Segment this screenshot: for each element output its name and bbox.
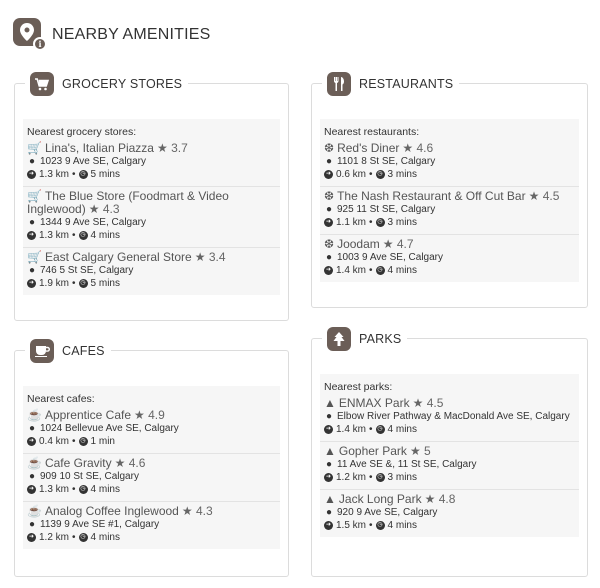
tree-icon: ▲ [324,492,336,506]
arrow-right-icon: ➜ [28,534,35,540]
arrow-right-icon: ➜ [28,171,35,177]
star-icon: ★ [88,202,100,216]
item-rating: 4.6 [128,456,146,470]
fork-knife-icon: ❆ [324,237,335,251]
arrow-right-icon: ➜ [325,474,332,480]
section-title: CAFES [62,344,105,358]
item-distance: 0.4 km [39,436,70,447]
clock-icon: ◷ [377,426,383,432]
item-address: 746 5 St SE, Calgary [40,265,134,276]
item-distance: 1.1 km [336,217,367,228]
item-time: 3 mins [387,217,417,228]
star-icon: ★ [181,504,193,518]
fork-knife-icon [327,72,351,96]
arrow-right-icon: ➜ [28,486,35,492]
clock-icon: ◷ [80,280,86,286]
item-time: 4 mins [387,520,417,531]
location-pin-icon: ● [28,265,36,276]
location-pin-icon: ● [28,471,36,482]
item-name[interactable]: Joodam [337,237,380,251]
restaurants-card [311,77,588,308]
arrow-right-icon: ➜ [325,426,332,432]
item-rating: 4.8 [438,492,456,506]
restaurants-header [322,70,459,98]
item-name[interactable]: ENMAX Park [338,396,410,410]
arrow-right-icon: ➜ [28,232,35,238]
item-distance: 1.2 km [39,532,70,543]
item-address: 1101 8 St SE, Calgary [337,156,436,167]
list-item[interactable]: ❆ The Nash Restaurant & Off Cut Bar ★ 4.5 ● 925 11 St SE, Calgary ➜ 1.1 km • ◷ 3 mins [320,187,579,235]
list-intro: Nearest restaurants: [324,126,420,138]
item-name[interactable]: Lina's, Italian Piazza [44,141,154,155]
star-icon: ★ [424,492,436,506]
item-name[interactable]: Red's Diner [337,141,400,155]
item-address: 11 Ave SE &, 11 St SE, Calgary [337,459,477,470]
shopping-cart-icon: 🛒 [27,250,42,264]
list-intro: Nearest parks: [324,381,393,393]
item-time: 4 mins [90,484,120,495]
clock-icon: ◷ [377,219,383,225]
list-item[interactable]: ▲ ENMAX Park ★ 4.5 ● Elbow River Pathway & MacDonald Ave SE, Calgary ➜ 1.4 km • ◷ 4 mins [320,394,579,442]
list-item[interactable]: ▲ Gopher Park ★ 5 ● 11 Ave SE &, 11 St SE, Calgary ➜ 1.2 km • ◷ 3 mins [320,442,579,490]
location-pin-icon: ● [28,156,36,167]
star-icon: ★ [528,189,540,203]
item-name[interactable]: East Calgary General Store [44,250,192,264]
item-distance: 1.4 km [336,265,367,276]
star-icon: ★ [134,408,145,422]
page-header [13,17,211,53]
location-pin-icon: ● [325,459,333,470]
cafes-list [23,386,280,549]
cafes-header [25,337,111,365]
coffee-cup-icon: ☕ [27,456,42,470]
list-intro: Nearest cafes: [27,393,95,405]
item-time: 1 min [90,436,115,447]
item-rating: 3.4 [208,250,226,264]
item-distance: 1.9 km [39,278,70,289]
coffee-cup-icon [30,339,54,363]
item-address: 1344 9 Ave SE, Calgary [40,217,146,228]
item-name[interactable]: Gopher Park [338,444,407,458]
item-distance: 1.2 km [336,472,367,483]
item-distance: 1.5 km [336,520,367,531]
location-pin-icon: ● [28,519,36,530]
shopping-cart-icon: 🛒 [27,189,42,203]
item-distance: 1.3 km [39,484,70,495]
arrow-right-icon: ➜ [325,219,332,225]
item-address: 1003 9 Ave SE, Calgary [337,252,443,263]
star-icon: ★ [412,396,424,410]
item-time: 3 mins [387,472,417,483]
list-item[interactable]: ▲ Jack Long Park ★ 4.8 ● 920 9 Ave SE, Calgary ➜ 1.5 km • ◷ 4 mins [324,492,456,531]
tree-icon: ▲ [324,396,336,410]
star-icon: ★ [402,141,414,155]
item-rating: 4.9 [148,408,165,422]
item-rating: 4.5 [542,189,560,203]
page-title: NEARBY AMENITIES [52,26,211,43]
item-rating: 5 [424,444,431,458]
item-address: 1023 9 Ave SE, Calgary [40,156,146,167]
item-distance: 0.6 km [336,169,367,180]
star-icon: ★ [382,237,394,251]
coffee-cup-icon: ☕ [27,504,42,518]
item-name[interactable]: Apprentice Cafe [44,408,132,422]
arrow-right-icon: ➜ [325,267,332,273]
section-title: GROCERY STORES [62,77,183,91]
item-time: 4 mins [90,230,120,241]
shopping-cart-icon: 🛒 [27,141,42,155]
star-icon: ★ [409,444,421,458]
location-pin-icon: ● [325,204,333,215]
star-icon: ★ [114,456,126,470]
clock-icon: ◷ [377,474,383,480]
clock-icon: ◷ [80,232,86,238]
item-address: 1024 Bellevue Ave SE, Calgary [40,423,179,434]
item-time: 3 mins [387,169,417,180]
arrow-right-icon: ➜ [28,438,35,444]
parks-list [320,374,579,537]
list-item[interactable]: 🛒 Lina's, Italian Piazza ★ 3.7 ● 1023 9 Ave SE, Calgary ➜ 1.3 km • ◷ 5 mins [23,139,280,187]
item-name[interactable]: Analog Coffee Inglewood [44,504,179,518]
location-pin-icon: ● [28,217,36,228]
location-pin-icon: ● [28,423,36,434]
tree-icon [327,327,351,351]
item-rating: 4.7 [396,237,414,251]
item-distance: 1.3 km [39,230,70,241]
list-item[interactable]: ☕ Apprentice Cafe ★ 4.9 ● 1024 Bellevue Ave SE, Calgary ➜ 0.4 km • ◷ 1 min [23,406,280,454]
item-rating: 3.7 [171,141,188,155]
list-item[interactable]: ☕ Analog Coffee Inglewood ★ 4.3 ● 1139 9 Ave SE #1, Calgary ➜ 1.2 km • ◷ 4 mins [27,504,213,543]
clock-icon: ◷ [80,486,86,492]
list-item[interactable]: ☕ Cafe Gravity ★ 4.6 ● 909 10 St SE, Calgary ➜ 1.3 km • ◷ 4 mins [23,454,280,502]
location-pin-icon: ● [325,411,333,422]
parks-header [322,325,407,353]
star-icon: ★ [194,250,206,264]
item-time: 4 mins [387,424,417,435]
grocery-list [23,119,280,295]
clock-icon: ◷ [80,438,86,444]
cafes-card [14,344,289,577]
arrow-right-icon: ➜ [325,171,332,177]
list-item[interactable]: 🛒 The Blue Store (Foodmart & Video Inglewood) ★ 4.3 ● 1344 9 Ave SE, Calgary ➜ 1.3 km • ◷ 4 mins [23,187,280,248]
location-pin-icon: ● [325,507,333,518]
list-item[interactable]: ❆ Red's Diner ★ 4.6 ● 1101 8 St SE, Calgary ➜ 0.6 km • ◷ 3 mins [320,139,579,187]
fork-knife-icon: ❆ [324,189,335,203]
item-time: 4 mins [387,265,417,276]
coffee-cup-icon: ☕ [27,408,42,422]
clock-icon: ◷ [80,534,86,540]
tree-icon: ▲ [324,444,336,458]
item-rating: 4.3 [195,504,213,518]
item-time: 5 mins [90,169,120,180]
arrow-right-icon: ➜ [325,522,332,528]
item-rating: 4.3 [102,202,120,216]
map-pin-info-icon: i [13,18,47,52]
item-address: 920 9 Ave SE, Calgary [337,507,438,518]
item-name[interactable]: Cafe Gravity [44,456,112,470]
item-address: 909 10 St SE, Calgary [40,471,139,482]
section-title: RESTAURANTS [359,77,454,91]
section-title: PARKS [359,332,402,346]
grocery-stores-header [25,70,188,98]
item-address: Elbow River Pathway & MacDonald Ave SE, Calgary [337,411,570,422]
restaurants-list [320,119,579,282]
star-icon: ★ [156,141,168,155]
item-name[interactable]: The Blue Store (Foodmart & Video Inglewood) [27,189,229,216]
location-pin-icon: ● [325,156,333,167]
item-distance: 1.4 km [336,424,367,435]
clock-icon: ◷ [377,267,383,273]
clock-icon: ◷ [377,522,383,528]
clock-icon: ◷ [80,171,86,177]
list-intro: Nearest grocery stores: [27,126,137,138]
location-pin-icon: ● [325,252,333,263]
item-rating: 4.5 [426,396,444,410]
item-rating: 4.6 [416,141,434,155]
item-address: 925 11 St SE, Calgary [337,204,436,215]
clock-icon: ◷ [377,171,383,177]
list-item[interactable]: 🛒 East Calgary General Store ★ 3.4 ● 746 5 St SE, Calgary ➜ 1.9 km • ◷ 5 mins [27,250,226,289]
item-time: 5 mins [90,278,120,289]
item-distance: 1.3 km [39,169,70,180]
parks-card [311,332,588,577]
shopping-cart-icon [30,72,54,96]
item-address: 1139 9 Ave SE #1, Calgary [40,519,160,530]
arrow-right-icon: ➜ [28,280,35,286]
list-item[interactable]: ❆ Joodam ★ 4.7 ● 1003 9 Ave SE, Calgary ➜ 1.4 km • ◷ 4 mins [324,237,443,276]
grocery-stores-card [14,77,289,321]
fork-knife-icon: ❆ [324,141,335,155]
item-time: 4 mins [90,532,120,543]
item-name[interactable]: The Nash Restaurant & Off Cut Bar [337,189,526,203]
item-name[interactable]: Jack Long Park [338,492,422,506]
